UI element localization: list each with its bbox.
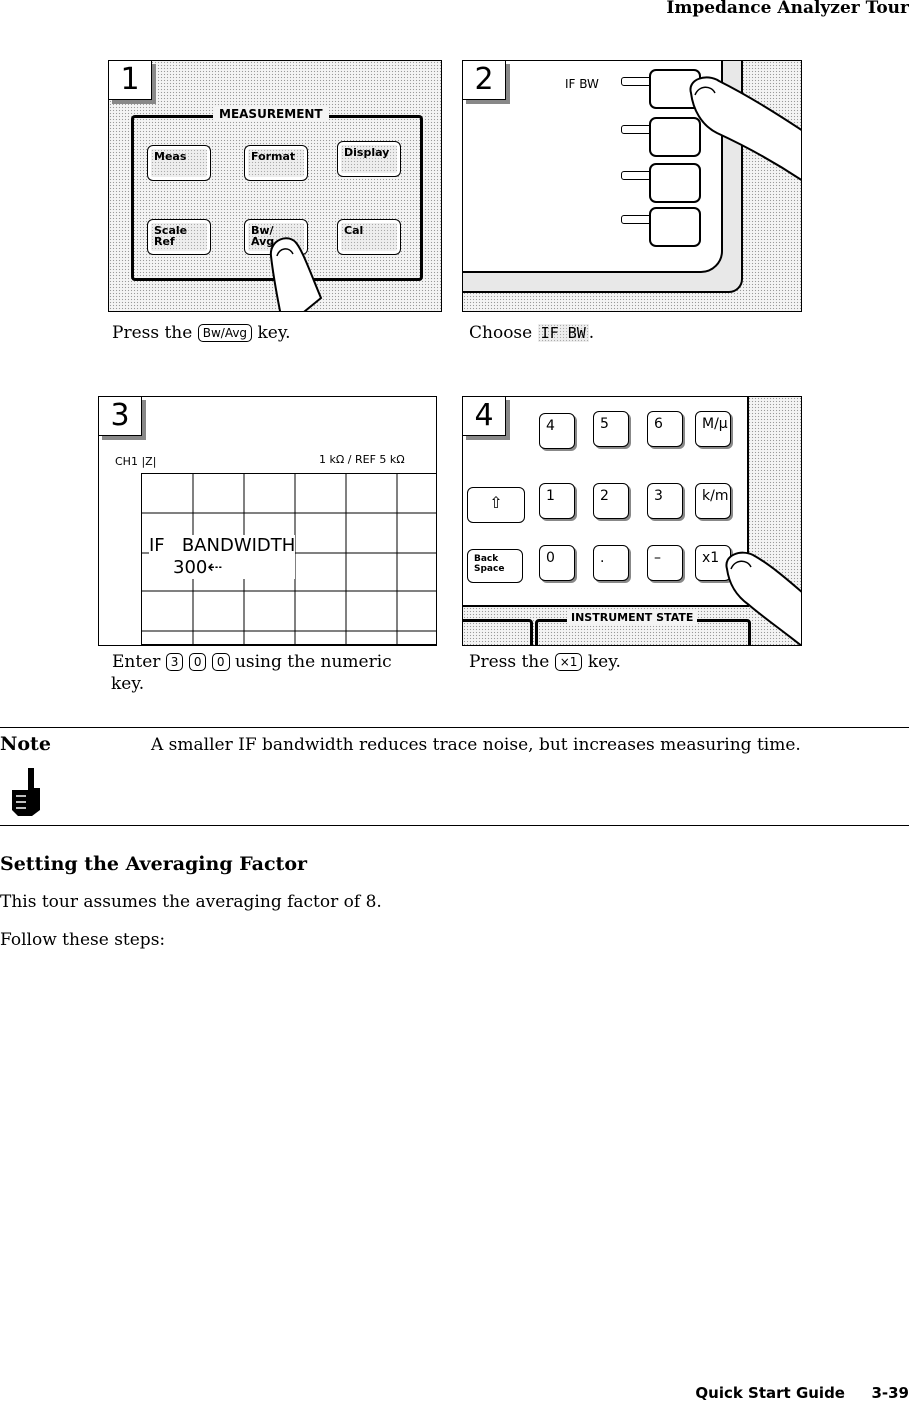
- step3-illustration: [98, 396, 437, 646]
- shift-key[interactable]: [467, 487, 525, 523]
- scale-ref-line1: Scale: [154, 224, 188, 237]
- backspace-key[interactable]: Back Space: [467, 549, 523, 583]
- step4-caption: Press the ×1 key.: [469, 652, 621, 672]
- key-3-keycap: 3: [166, 653, 184, 671]
- bw-avg-line1: Bw/: [251, 224, 274, 237]
- section-paragraph-2: Follow these steps:: [0, 930, 166, 950]
- key-5[interactable]: 5: [593, 411, 629, 447]
- step2-caption: Choose IF BW .: [469, 323, 595, 343]
- key-kilo-milli[interactable]: k/m: [695, 483, 731, 519]
- step3-number: 3: [98, 396, 142, 436]
- if-bw-screen-label: IF BW: [565, 77, 599, 91]
- if-bandwidth-value: 300: [173, 557, 208, 578]
- section-title: Setting the Averaging Factor: [0, 853, 308, 875]
- note-top-rule: [0, 727, 909, 728]
- format-button[interactable]: Format: [244, 145, 308, 181]
- if-bandwidth-value-row: [149, 557, 295, 579]
- footer-page-number: 3-39: [871, 1384, 909, 1402]
- if-bandwidth-title: IF BANDWIDTH: [149, 535, 296, 556]
- key-3[interactable]: 3: [647, 483, 683, 519]
- key-mega-micro[interactable]: M/μ: [695, 411, 731, 447]
- left-block: [462, 619, 533, 646]
- scale-ref-button[interactable]: [147, 219, 211, 255]
- step3-caption-line2: key.: [111, 674, 145, 694]
- x1-keycap: ×1: [555, 653, 583, 671]
- step4-illustration: [462, 396, 802, 646]
- step2-number: 2: [462, 60, 506, 100]
- key-0[interactable]: 0: [539, 545, 575, 581]
- footer-guide-title: Quick Start Guide: [695, 1384, 845, 1402]
- step1-number: 1: [108, 60, 152, 100]
- finger-icon: [259, 226, 349, 312]
- bw-avg-keycap: Bw/Avg: [198, 324, 252, 342]
- key-0-keycap: 0: [189, 653, 207, 671]
- key-x1[interactable]: x1: [695, 545, 731, 581]
- measurement-title: MEASUREMENT: [213, 107, 329, 121]
- key-0b-keycap: 0: [212, 653, 230, 671]
- step2-illustration: [462, 60, 802, 312]
- note-label: Note: [0, 733, 51, 755]
- meas-button[interactable]: Meas: [147, 145, 211, 181]
- shift-icon: ⇧: [489, 493, 503, 512]
- screen-channel-label: CH1 |Z|: [115, 455, 157, 468]
- key-4[interactable]: 4: [539, 413, 575, 449]
- key-2[interactable]: 2: [593, 483, 629, 519]
- note-bottom-rule: [0, 825, 909, 826]
- key-minus[interactable]: –: [647, 545, 683, 581]
- bw-avg-line2: Avg: [251, 235, 275, 248]
- if-bandwidth-readout: [149, 535, 295, 579]
- step3-caption: Enter 3 0 0 using the numeric key.: [112, 651, 442, 695]
- key-decimal[interactable]: .: [593, 545, 629, 581]
- pointing-hand-icon: [8, 766, 44, 818]
- finger-icon: [673, 71, 802, 181]
- screen-scale-label: 1 kΩ / REF 5 kΩ: [319, 453, 405, 466]
- softkey-4[interactable]: [649, 207, 701, 247]
- step1-caption: Press the Bw/Avg key.: [112, 323, 291, 343]
- instrument-state-title: INSTRUMENT STATE: [567, 611, 697, 624]
- cal-button[interactable]: Cal: [337, 219, 401, 255]
- key-1[interactable]: 1: [539, 483, 575, 519]
- section-paragraph-1: This tour assumes the averaging factor of 8.: [0, 892, 382, 912]
- step4-number: 4: [462, 396, 506, 436]
- scale-ref-line2: Ref: [154, 235, 175, 248]
- step1-illustration: [108, 60, 442, 312]
- running-head: Impedance Analyzer Tour: [666, 0, 909, 18]
- if-bw-softkey-label: IF BW: [538, 324, 589, 342]
- display-button[interactable]: Display: [337, 141, 401, 177]
- finger-icon: [713, 547, 802, 646]
- note-text: A smaller IF bandwidth reduces trace noise, but increases measuring time.: [151, 735, 801, 755]
- page-footer: [695, 1384, 909, 1402]
- cursor-arrow-icon: ⇠: [207, 557, 223, 578]
- key-6[interactable]: 6: [647, 411, 683, 447]
